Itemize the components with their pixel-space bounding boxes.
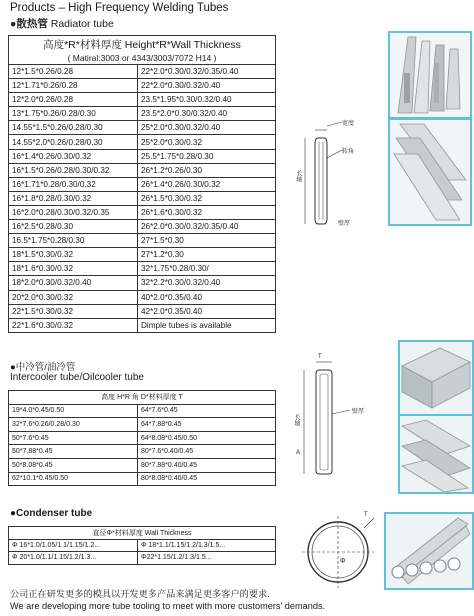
table-cell: 22*1.6*0.30/0.32 bbox=[9, 318, 138, 332]
table-cell: Φ 18*1.1/1.15/1.2/1.3/1.5... bbox=[138, 539, 276, 552]
table-cell: 16*1.71*0.28/0.30/0.32 bbox=[9, 177, 138, 191]
table-cell: 16*1.4*0.26/0.30/0.32 bbox=[9, 149, 138, 163]
condenser-bullet: ● bbox=[10, 508, 17, 519]
table-cell: 80*7.6*0.40/0.45 bbox=[138, 445, 276, 459]
table-row bbox=[9, 472, 276, 486]
table-cell: 18*1.5*0.30/0.32 bbox=[9, 248, 138, 262]
footer-cn: 公司正在研发更多的模具以开发更多产品来满足更多客户的要求. bbox=[10, 589, 270, 599]
table-cell: 50*7.6*0.45 bbox=[9, 431, 138, 445]
condenser-drawing-svg bbox=[298, 512, 378, 592]
table-row bbox=[9, 135, 276, 149]
table-row bbox=[9, 304, 276, 318]
bullet: ● bbox=[10, 18, 17, 30]
table-cell: 20*2.0*0.30/0.32 bbox=[9, 290, 138, 304]
table-cell: Φ22*1.15/1.2/1.3/1.5... bbox=[138, 552, 276, 565]
label-height-2: 长轴 bbox=[293, 414, 299, 426]
table-cell: 18*2.0*0.30/0.32/0.40 bbox=[9, 276, 138, 290]
section-intercooler-en: Intercooler tube/Oilcooler tube bbox=[10, 372, 144, 383]
oilcooler-tube-photo bbox=[398, 414, 474, 494]
intercooler-header: 高度 H*R 角 D*材料厚度 T bbox=[9, 391, 276, 405]
table-cell: 40*2.0*0.35/0.40 bbox=[138, 290, 276, 304]
condenser-title: Condenser tube bbox=[16, 508, 93, 519]
table-cell: 42*2.0*0.35/0.40 bbox=[138, 304, 276, 318]
table-cell: 22*2.0*0.30/0.32/0.40 bbox=[138, 79, 276, 93]
radiator-header-sub: ( Matiral:3003 or 4343/3003/7072 H14 ) bbox=[9, 52, 276, 65]
section-radiator-title bbox=[10, 16, 114, 31]
table-row bbox=[9, 220, 276, 234]
radiator-tube-drawing bbox=[280, 118, 388, 233]
table-row bbox=[9, 458, 276, 472]
table-cell: 12*2.0*0.26/0.28 bbox=[9, 93, 138, 107]
radiator-tubes-photo bbox=[388, 31, 472, 119]
table-cell: 64*8.08*0.45/0.50 bbox=[138, 431, 276, 445]
table-row bbox=[9, 539, 276, 552]
radiator-flat-tubes-photo bbox=[388, 118, 472, 226]
table-cell: 26*2.0*0.30/0.32/0.35/0.40 bbox=[138, 220, 276, 234]
table-cell: 27*1.2*0.30 bbox=[138, 248, 276, 262]
table-cell: 32*1.75*0.28/0.30/ bbox=[138, 262, 276, 276]
table-row bbox=[9, 404, 276, 418]
label-angle: 转角 bbox=[342, 149, 355, 155]
page-title: Products – High Frequency Welding Tubes bbox=[10, 2, 229, 14]
table-cell: 22*1.5*0.30/0.32 bbox=[9, 304, 138, 318]
table-cell: 32*7.6*0.26/0.28/0.30 bbox=[9, 418, 138, 432]
table-row bbox=[9, 107, 276, 121]
label-t: T bbox=[318, 354, 322, 360]
table-row bbox=[9, 248, 276, 262]
radiator-table bbox=[8, 35, 276, 333]
label-diameter: Φ bbox=[340, 558, 346, 565]
table-row bbox=[9, 65, 276, 79]
table-row bbox=[9, 149, 276, 163]
table-cell: 18*1.6*0.30/0.32 bbox=[9, 262, 138, 276]
intercooler-table bbox=[8, 390, 276, 486]
table-row bbox=[9, 445, 276, 459]
table-row bbox=[9, 234, 276, 248]
table-cell: Φ 16*1.0/1.05/1.1/1.15/1.2... bbox=[9, 539, 138, 552]
table-cell: 14.55*1.5*0.26/0.28/0.30 bbox=[9, 121, 138, 135]
table-cell: 64*7.6*0.45 bbox=[138, 404, 276, 418]
table-row bbox=[9, 418, 276, 432]
condenser-header: 直径Φ*材料厚度 Wall Thickness bbox=[9, 527, 276, 540]
label-a: A bbox=[296, 450, 301, 456]
oilcooler-tube-illustration bbox=[400, 416, 472, 492]
table-row bbox=[9, 552, 276, 565]
table-cell: 12*1.5*0.26/0.28 bbox=[9, 65, 138, 79]
label-height: 长轴 bbox=[295, 170, 301, 182]
table-cell: 26*1.5*0.30/0.32 bbox=[138, 191, 276, 205]
table-cell: 26*1.4*0.26/0.30/0.32 bbox=[138, 177, 276, 191]
table-cell: 64*7.88*0.45 bbox=[138, 418, 276, 432]
label-wall-2: 壁厚 bbox=[352, 409, 365, 415]
table-cell: 27*1.5*0.30 bbox=[138, 234, 276, 248]
condenser-tube-illustration bbox=[386, 514, 472, 588]
table-cell: 16*1.8*0.28/0.30/0.32 bbox=[9, 191, 138, 205]
table-cell: 26*1.2*0.26/0.30 bbox=[138, 163, 276, 177]
table-cell: 62*10.1*0.45/0.50 bbox=[9, 472, 138, 486]
label-t-2: T bbox=[364, 512, 368, 518]
section-radiator-cn: 散热管 bbox=[16, 18, 48, 30]
table-cell: 25*2.0*0.30/0.32 bbox=[138, 135, 276, 149]
section-radiator-en: Radiator tube bbox=[47, 18, 114, 30]
label-wall: 壁厚 bbox=[338, 221, 351, 227]
table-cell: 14.55*2.0*0.26/0.28/0.30 bbox=[9, 135, 138, 149]
intercooler-tube-illustration bbox=[400, 342, 472, 414]
table-row bbox=[9, 93, 276, 107]
table-cell: 16*1.5*0.26/0.28/0.30/0.32 bbox=[9, 163, 138, 177]
table-row bbox=[9, 262, 276, 276]
table-row bbox=[9, 163, 276, 177]
table-cell: 25*2.0*0.30/0.32/0.40 bbox=[138, 121, 276, 135]
radiator-tubes-illustration bbox=[390, 33, 470, 117]
table-row bbox=[9, 191, 276, 205]
table-cell: Dimple tubes is available bbox=[138, 318, 276, 332]
footer-en: We are developing more tube tooling to meet with more customers' demands. bbox=[10, 601, 326, 611]
intercooler-tube-drawing bbox=[280, 354, 390, 482]
flat-tubes-illustration bbox=[390, 120, 470, 224]
table-cell: 23.5*2.0*0.30/0.32/0.40 bbox=[138, 107, 276, 121]
table-cell: 22*2.0*0.30/0.32/0.35/0.40 bbox=[138, 65, 276, 79]
table-row bbox=[9, 205, 276, 219]
table-cell: 26*1.6*0.30/0.32 bbox=[138, 205, 276, 219]
table-cell: 25.5*1.75*0.28/0.30 bbox=[138, 149, 276, 163]
table-row bbox=[9, 79, 276, 93]
table-row bbox=[9, 177, 276, 191]
condenser-table bbox=[8, 526, 276, 565]
table-row bbox=[9, 121, 276, 135]
table-cell: 19*4.0*0.45/0.50 bbox=[9, 404, 138, 418]
table-row bbox=[9, 431, 276, 445]
table-cell: 16.5*1.75*0.28/0.30 bbox=[9, 234, 138, 248]
condenser-tube-photo bbox=[384, 512, 474, 590]
table-row bbox=[9, 276, 276, 290]
table-cell: 80*7.88*0.40/0.45 bbox=[138, 458, 276, 472]
table-cell: 16*2.0*0.28/0.30/0.32/0.35 bbox=[9, 205, 138, 219]
section-condenser-title bbox=[10, 508, 92, 519]
radiator-header-main: 高度*R*材料厚度 Height*R*Wall Thickness bbox=[9, 36, 276, 53]
label-wide: 宽度 bbox=[342, 121, 355, 127]
table-cell: 50*7.88*0.45 bbox=[9, 445, 138, 459]
condenser-tube-drawing bbox=[298, 512, 378, 592]
section-intercooler-cn: ●中冷管/油冷管 bbox=[10, 362, 76, 373]
table-row bbox=[9, 290, 276, 304]
table-cell: 23.5*1.95*0.30/0.32/0.40 bbox=[138, 93, 276, 107]
table-cell: 50*8.08*0.45 bbox=[9, 458, 138, 472]
intercooler-tube-photo bbox=[398, 340, 474, 416]
table-row bbox=[9, 318, 276, 332]
table-cell: 12*1.71*0.26/0.28 bbox=[9, 79, 138, 93]
table-cell: 32*2.2*0.30/0.32/0.40 bbox=[138, 276, 276, 290]
table-cell: 13*1.75*0.26/0.28/0.30 bbox=[9, 107, 138, 121]
table-cell: Φ 20*1.0/1.1/1.15/1.2/1.3... bbox=[9, 552, 138, 565]
table-cell: 80*8.08*0.40/0.45 bbox=[138, 472, 276, 486]
table-cell: 16*2.5*0.28/0.30 bbox=[9, 220, 138, 234]
